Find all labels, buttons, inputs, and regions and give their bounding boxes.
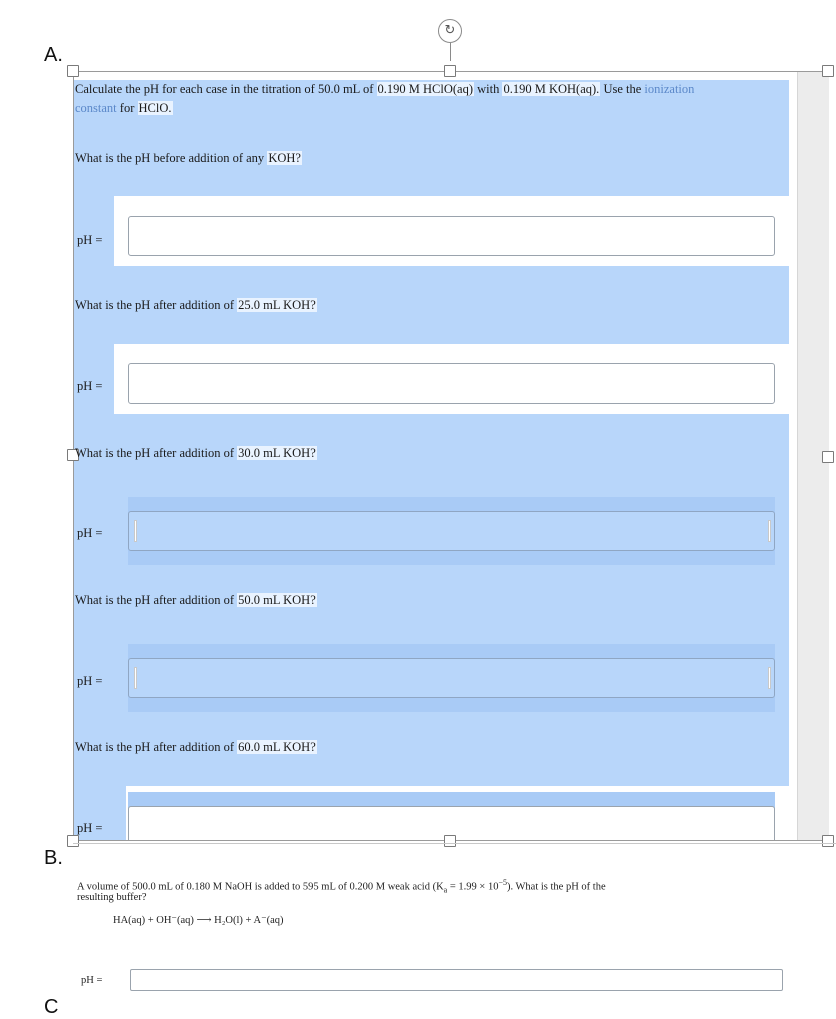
intro-line-1 <box>75 82 694 97</box>
question-1-highlight: KOH? <box>268 151 301 165</box>
input-caret <box>134 667 137 689</box>
ph-input-2[interactable] <box>128 363 775 404</box>
ph-input-b[interactable] <box>130 969 783 991</box>
ionization-link[interactable]: ionization <box>644 82 695 96</box>
base-concentration: 0.190 M KOH(aq). <box>503 82 600 96</box>
question-1 <box>75 151 302 166</box>
ph-input-3[interactable] <box>128 511 775 551</box>
intro-use: Use the <box>600 82 645 96</box>
intro-for: for <box>116 101 138 115</box>
input-caret-end <box>768 520 771 542</box>
question-3 <box>75 446 317 461</box>
input-caret-end <box>768 667 771 689</box>
section-label-b: B. <box>44 847 63 869</box>
question-4 <box>75 593 317 608</box>
acid-formula: HClO. <box>138 101 172 115</box>
part-b-text-end: ). What is the pH of the <box>506 881 606 893</box>
ph-input-1[interactable] <box>128 216 775 256</box>
highlight-block-2 <box>74 196 114 266</box>
question-1-text: What is the pH before addition of any <box>75 151 268 165</box>
resize-handle-bottom[interactable] <box>444 835 456 847</box>
reaction-equation: HA(aq) + OH⁻(aq) ⟶ H₂O(l) + A⁻(aq) <box>113 915 284 926</box>
constant-link[interactable]: constant <box>75 101 117 115</box>
acid-concentration: 0.190 M HClO(aq) <box>377 82 473 96</box>
ph-label-2: pH = <box>77 379 103 393</box>
intro-line-2 <box>75 101 173 116</box>
section-label-c: C <box>44 996 59 1018</box>
resize-handle-bottom-left[interactable] <box>67 835 79 847</box>
question-5-text: What is the pH after addition of <box>75 740 238 754</box>
ka-value: = 1.99 × 10 <box>447 881 499 893</box>
ph-label-4: pH = <box>77 674 103 688</box>
ph-label-3: pH = <box>77 526 103 540</box>
intro-text: Calculate the pH for each case in the titration of 50.0 mL of <box>75 82 377 96</box>
resize-handle-top-right[interactable] <box>822 65 834 77</box>
ph-input-4[interactable] <box>128 658 775 698</box>
rotate-stem <box>450 43 451 61</box>
question-5 <box>75 740 317 755</box>
question-3-text: What is the pH after addition of <box>75 446 238 460</box>
resize-handle-top-left[interactable] <box>67 65 79 77</box>
divider <box>73 843 836 844</box>
ka-exponent: −5 <box>498 878 507 887</box>
question-2 <box>75 298 317 313</box>
question-2-highlight: 25.0 mL KOH? <box>238 298 316 312</box>
ph-label-b: pH = <box>81 975 103 986</box>
resize-handle-top[interactable] <box>444 65 456 77</box>
section-label-a: A. <box>44 44 63 66</box>
intro-with: with <box>474 82 503 96</box>
ph-label-1: pH = <box>77 233 103 247</box>
part-b-text: A volume of 500.0 mL of 0.180 M NaOH is added to 595 mL of 0.200 M weak acid (K <box>77 881 444 893</box>
resize-handle-bottom-right[interactable] <box>822 835 834 847</box>
ph-label-5: pH = <box>77 821 103 835</box>
highlight-block-1 <box>74 80 789 196</box>
input-caret <box>134 520 137 542</box>
question-4-text: What is the pH after addition of <box>75 593 238 607</box>
rotate-icon[interactable]: ↻ <box>438 19 462 43</box>
question-3-highlight: 30.0 mL KOH? <box>238 446 316 460</box>
question-2-text: What is the pH after addition of <box>75 298 238 312</box>
resize-handle-right[interactable] <box>822 451 834 463</box>
question-4-highlight: 50.0 mL KOH? <box>238 593 316 607</box>
part-b-question-line-2: resulting buffer? <box>77 892 147 903</box>
question-5-highlight: 60.0 mL KOH? <box>238 740 316 754</box>
ka-subscript: a <box>443 885 448 895</box>
part-b-question-line-1 <box>77 878 606 895</box>
